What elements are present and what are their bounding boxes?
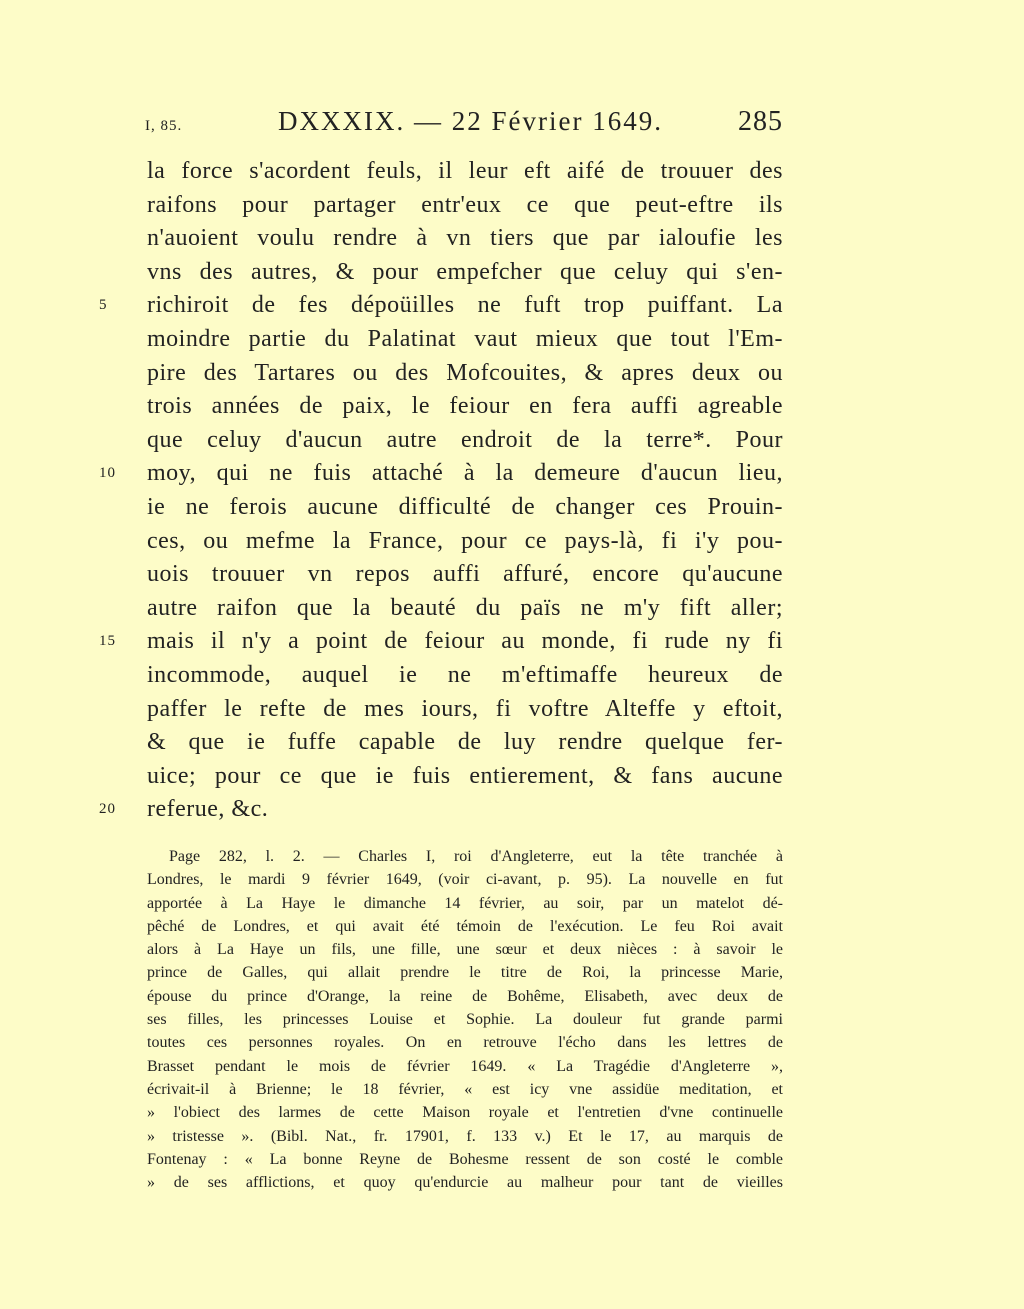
line-text: incommode, auquel ie ne m'eftimaffe heureux de <box>147 661 783 688</box>
text-line <box>99 625 783 659</box>
line-text: ces, ou mefme la France, pour ce pays-là, fi i'y pou- <box>147 527 783 554</box>
line-text: n'auoient voulu rendre à vn tiers que par ialoufie les <box>147 225 783 252</box>
footnote-line: alors à La Haye un fils, une fille, une sœur et deux nièces : à savoir le <box>147 941 783 959</box>
text-line <box>147 222 783 256</box>
line-text: referue, &c. <box>147 796 269 823</box>
footnote-line: » l'obiect des larmes de cette Maison royale et l'entretien d'vne continuelle <box>147 1104 783 1122</box>
footnote-line: » de ses afflictions, et quoy qu'endurcie au malheur pour tant de vieilles <box>147 1174 783 1192</box>
text-line <box>147 323 783 357</box>
footnote-line: Brasset pendant le mois de février 1649. « La Tragédie d'Angleterre », <box>147 1057 783 1075</box>
text-line <box>147 693 783 727</box>
text-line <box>147 189 783 223</box>
text-line <box>147 390 783 424</box>
line-text: moindre partie du Palatinat vaut mieux que tout l'Em- <box>147 325 783 352</box>
text-line <box>147 155 783 189</box>
running-header <box>0 106 1024 146</box>
line-text: richiroit de fes dépoüilles ne fuft trop puiffant. La <box>147 292 783 319</box>
line-text: uice; pour ce que ie fuis entierement, & fans aucune <box>147 762 783 789</box>
text-line <box>147 424 783 458</box>
text-line <box>99 793 783 827</box>
footnote-line: pêché de Londres, et qui avait été témoin de l'exécution. Le feu Roi avait <box>147 917 783 935</box>
line-text: moy, qui ne fuis attaché à la demeure d'aucun lieu, <box>147 460 783 487</box>
footnote <box>147 845 783 1194</box>
text-line <box>99 457 783 491</box>
text-line <box>147 256 783 290</box>
line-text: que celuy d'aucun autre endroit de la terre*. Pour <box>147 426 783 453</box>
footnote-line: Fontenay : « La bonne Reyne de Bohesme ressent de son costé le comble <box>147 1150 783 1168</box>
footnote-line: écrivait-il à Brienne; le 18 février, « est icy vne assidüe meditation, et <box>147 1080 783 1098</box>
text-line <box>147 357 783 391</box>
line-text: paffer le refte de mes iours, fi voftre Alteffe y eftoit, <box>147 695 783 722</box>
text-line <box>99 289 783 323</box>
text-line <box>147 760 783 794</box>
text-line <box>147 659 783 693</box>
line-text: uois trouuer vn repos auffi affuré, encore qu'aucune <box>147 561 783 588</box>
line-number: 20 <box>99 801 116 818</box>
footnote-line: ses filles, les princesses Louise et Sophie. La douleur fut grande parmi <box>147 1011 783 1029</box>
line-text: autre raifon que la beauté du païs ne m'y fift aller; <box>147 594 783 621</box>
line-text: vns des autres, & pour empefcher que celuy qui s'en- <box>147 258 783 285</box>
text-line <box>147 525 783 559</box>
footnote-line: » tristesse ». (Bibl. Nat., fr. 17901, f. 133 v.) Et le 17, au marquis de <box>147 1127 783 1145</box>
volume-reference: I, 85. <box>145 118 183 134</box>
letter-body <box>99 155 783 827</box>
line-text: pire des Tartares ou des Mofcouites, & apres deux ou <box>147 359 783 386</box>
line-text: mais il n'y a point de feiour au monde, fi rude ny fi <box>147 628 783 655</box>
footnote-line: apportée à La Haye le dimanche 14 février, au soir, par un matelot dé- <box>147 894 783 912</box>
line-number: 10 <box>99 465 116 482</box>
footnote-line: prince de Galles, qui allait prendre le titre de Roi, la princesse Marie, <box>147 964 783 982</box>
line-text: ie ne ferois aucune difficulté de changer ces Prouin- <box>147 493 783 520</box>
line-text: & que ie fuffe capable de luy rendre quelque fer- <box>147 729 783 756</box>
text-line <box>147 491 783 525</box>
footnote-line: toutes ces personnes royales. On en retrouve l'écho dans les lettres de <box>147 1034 783 1052</box>
line-text: la force s'acordent feuls, il leur eft aifé de trouuer des <box>147 158 783 184</box>
line-text: trois années de paix, le feiour en fera auffi agreable <box>147 393 783 420</box>
text-line <box>147 558 783 592</box>
page-number: 285 <box>738 106 783 137</box>
line-text: raifons pour partager entr'eux ce que peut-eftre ils <box>147 191 783 218</box>
footnote-line: Londres, le mardi 9 février 1649, (voir ci-avant, p. 95). La nouvelle en fut <box>147 871 783 889</box>
text-line <box>147 592 783 626</box>
line-number: 5 <box>99 297 108 314</box>
footnote-line: épouse du prince d'Orange, la reine de Bohême, Elisabeth, avec deux de <box>147 987 783 1005</box>
footnote-line: Page 282, l. 2. — Charles I, roi d'Angleterre, eut la tête tranchée à <box>169 848 783 865</box>
line-number: 15 <box>99 633 116 650</box>
letter-title: DXXXIX. — 22 Février 1649. <box>278 106 663 136</box>
text-line <box>147 726 783 760</box>
